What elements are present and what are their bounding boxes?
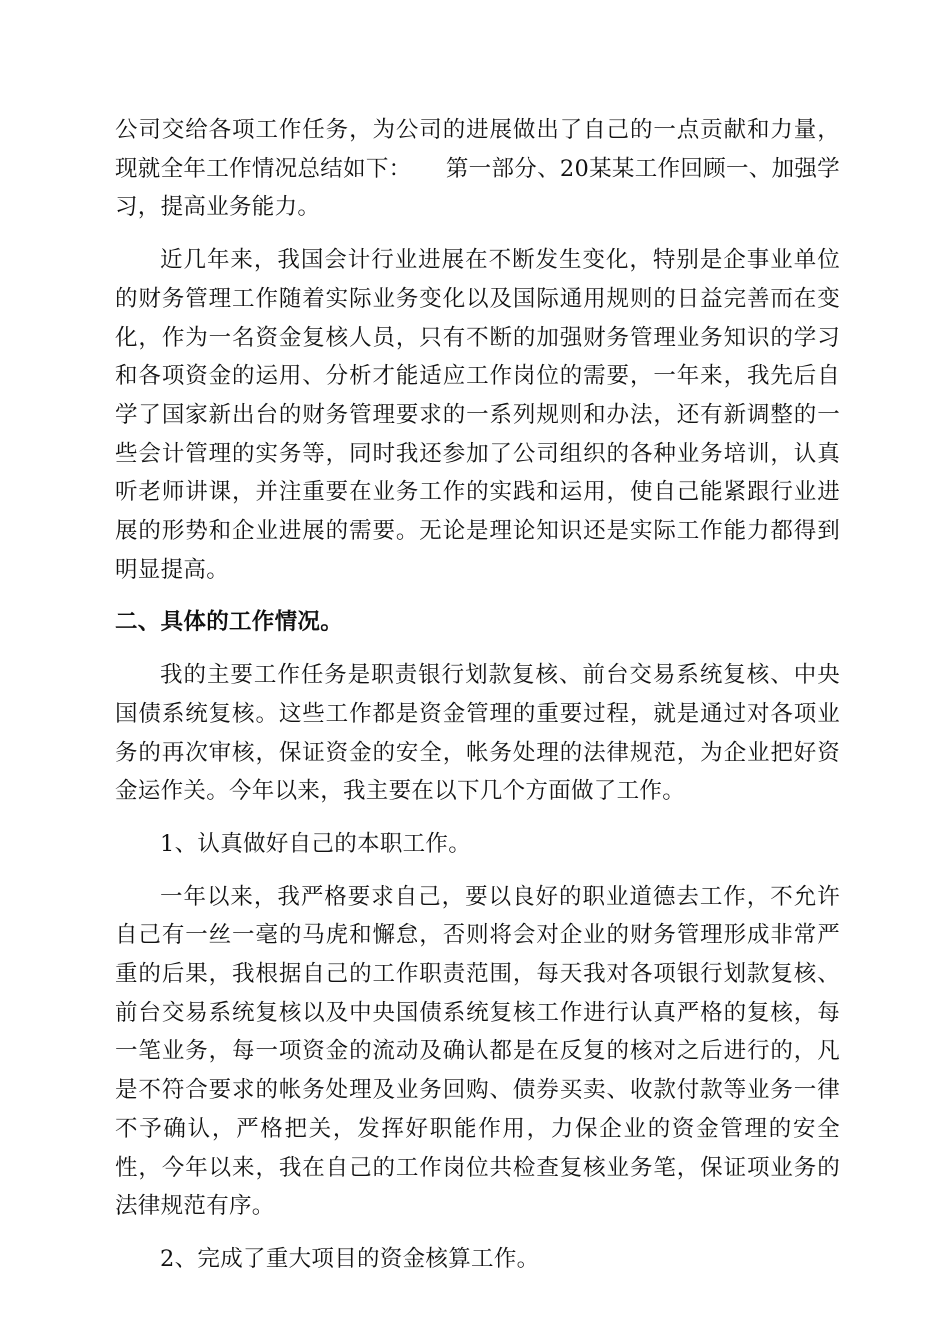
section-heading-work: 二、具体的工作情况。 bbox=[115, 609, 344, 636]
document-body bbox=[115, 111, 840, 1293]
paragraph-main-tasks: 我的主要工作任务是职责银行划款复核、前台交易系统复核、中央国债系统复核。这些工作都是资金管理的重要过程，就是通过对各项业务的再次审核，保证资金的安全，帐务处理的法律规范，为企业把好资金运作关。今年以来，我主要在以下几个方面做了工作。 bbox=[115, 662, 840, 805]
paragraph-duty-detail: 一年以来，我严格要求自己，要以良好的职业道德去工作，不允许自己有一丝一毫的马虎和懈怠，否则将会对企业的财务管理形成非常严重的后果，我根据自己的工作职责范围，每天我对各项银行划款复核、前台交易系统复核以及中央国债系统复核工作进行认真严格的复核，每一笔业务，每一项资金的流动及确认都是在反复的核对之后进行的，凡是不符合要求的帐务处理及业务回购、债券买卖、收款付款等业务一律不予确认，严格把关，发挥好职能作用，力保企业的资金管理的安全性，今年以来，我在自己的工作岗位共检查复核业务笔，保证项业务的法律规范有序。 bbox=[115, 883, 840, 1220]
subheading-duty: 1、认真做好自己的本职工作。 bbox=[160, 830, 472, 857]
paragraph-intro: 公司交给各项工作任务，为公司的进展做出了自己的一点贡献和力量，现就全年工作情况总结如下： 第一部分、20某某工作回顾一、加强学习，提高业务能力。 bbox=[115, 117, 840, 221]
paragraph-study: 近几年来，我国会计行业进展在不断发生变化，特别是企事业单位的财务管理工作随着实际业务变化以及国际通用规则的日益完善而在变化，作为一名资金复核人员，只有不断的加强财务管理业务知识的学习和各项资金的运用、分析才能适应工作岗位的需要，一年来，我先后自学了国家新出台的财务管理要求的一系列规则和办法，还有新调整的一些会计管理的实务等，同时我还参加了公司组织的各种业务培训，认真听老师讲课，并注重要在业务工作的实践和运用，使自己能紧跟行业进展的形势和企业进展的需要。无论是理论知识还是实际工作能力都得到明显提高。 bbox=[115, 247, 840, 583]
subheading-projects: 2、完成了重大项目的资金核算工作。 bbox=[160, 1245, 540, 1272]
